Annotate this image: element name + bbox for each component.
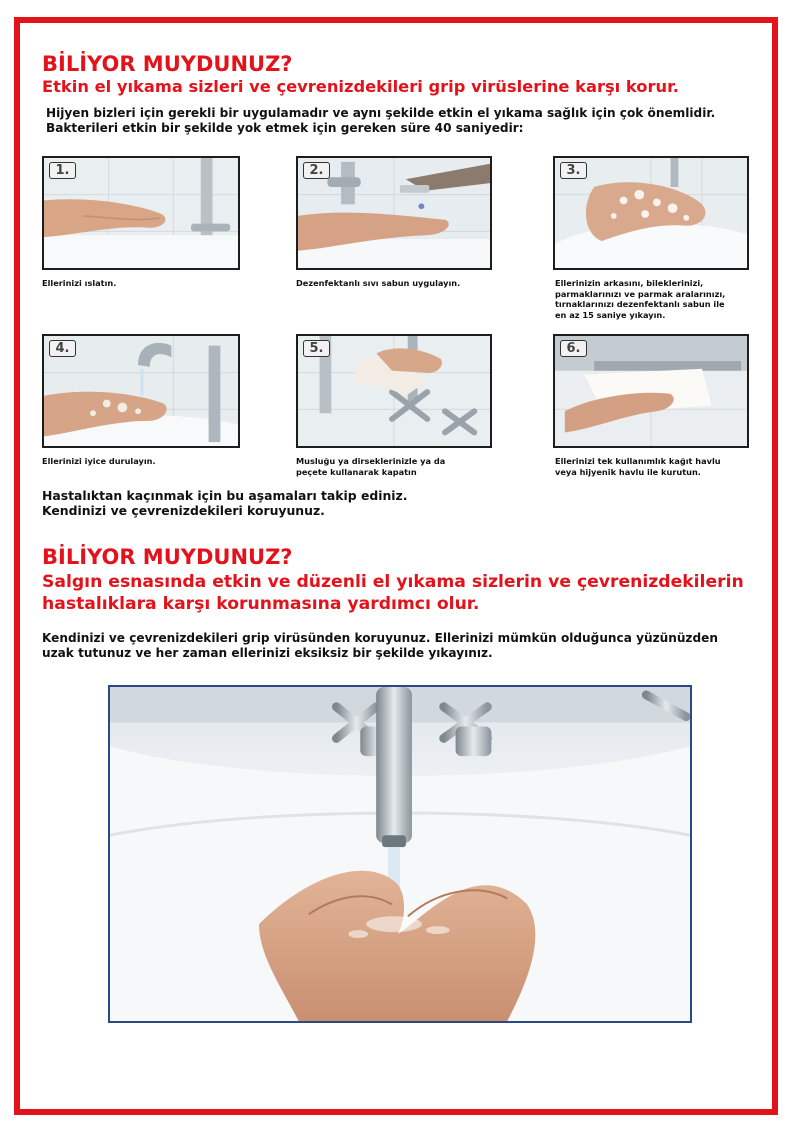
step4-number-badge: 4. — [49, 340, 76, 357]
section2-subheading-line2: hastalıklara karşı korunmasına yardımcı olur. — [42, 594, 480, 614]
step3-caption-line4: en az 15 saniye yıkayın. — [555, 309, 666, 320]
step5-photo — [296, 334, 492, 448]
handwashing-photo — [108, 685, 692, 1023]
step5-number-badge: 5. — [303, 340, 330, 357]
step5-caption-line2: peçete kullanarak kapatın — [296, 466, 417, 477]
step5-caption-line1: Musluğu ya dirseklerinizle ya da — [296, 456, 446, 466]
follow-up-line2: Kendinizi ve çevrenizdekileri koruyunuz. — [42, 503, 325, 518]
follow-up-line1: Hastalıktan kaçınmak için bu aşamaları takip ediniz. — [42, 488, 408, 503]
section1-subheading: Etkin el yıkama sizleri ve çevrenizdekileri grip virüslerine karşı korur. — [42, 77, 679, 96]
step3-caption-line1: Ellerinizin arkasını, bileklerinizi, — [555, 278, 704, 288]
step6-number-badge: 6. — [560, 340, 587, 357]
section2-body-line1: Kendinizi ve çevrenizdekileri grip virüsünden koruyunuz. Ellerinizi mümkün olduğunca yüzünüzden — [42, 631, 718, 645]
section1-intro-line1: Hijyen bizleri için gerekli bir uygulamadır ve aynı şekilde etkin el yıkama sağlık için çok önemlidir. — [46, 106, 716, 120]
step2-caption-line1: Dezenfektanlı sıvı sabun uygulayın. — [296, 278, 461, 288]
section2-subheading-line1: Salgın esnasında etkin ve düzenli el yıkama sizlerin ve çevrenizdekilerin — [42, 572, 744, 592]
step6-photo — [553, 334, 749, 448]
step4-caption-line1: Ellerinizi iyice durulayın. — [42, 456, 156, 466]
step2-photo — [296, 156, 492, 270]
step3-photo — [553, 156, 749, 270]
step1-number-badge: 1. — [49, 162, 76, 179]
section2-body-line2: uzak tutunuz ve her zaman ellerinizi eksiksiz bir şekilde yıkayınız. — [42, 646, 493, 660]
step3-caption-line3: tırnaklarınızı dezenfektanlı sabun ile — [555, 299, 725, 309]
step4-photo — [42, 334, 240, 448]
step3-caption-line2: parmaklarınızı ve parmak aralarınızı, — [555, 288, 726, 299]
step1-photo — [42, 156, 240, 270]
section1-heading: BİLİYOR MUYDUNUZ? — [42, 52, 293, 76]
step2-number-badge: 2. — [303, 162, 330, 179]
step6-caption-line2: veya hijyenik havlu ile kurutun. — [555, 466, 701, 477]
section2-heading: BİLİYOR MUYDUNUZ? — [42, 545, 293, 569]
step3-number-badge: 3. — [560, 162, 587, 179]
step1-caption-line1: Ellerinizi ıslatın. — [42, 278, 117, 288]
step6-caption-line1: Ellerinizi tek kullanımlık kağıt havlu — [555, 456, 721, 466]
section1-intro-line2: Bakterileri etkin bir şekilde yok etmek için gereken süre 40 saniyedir: — [46, 121, 524, 135]
